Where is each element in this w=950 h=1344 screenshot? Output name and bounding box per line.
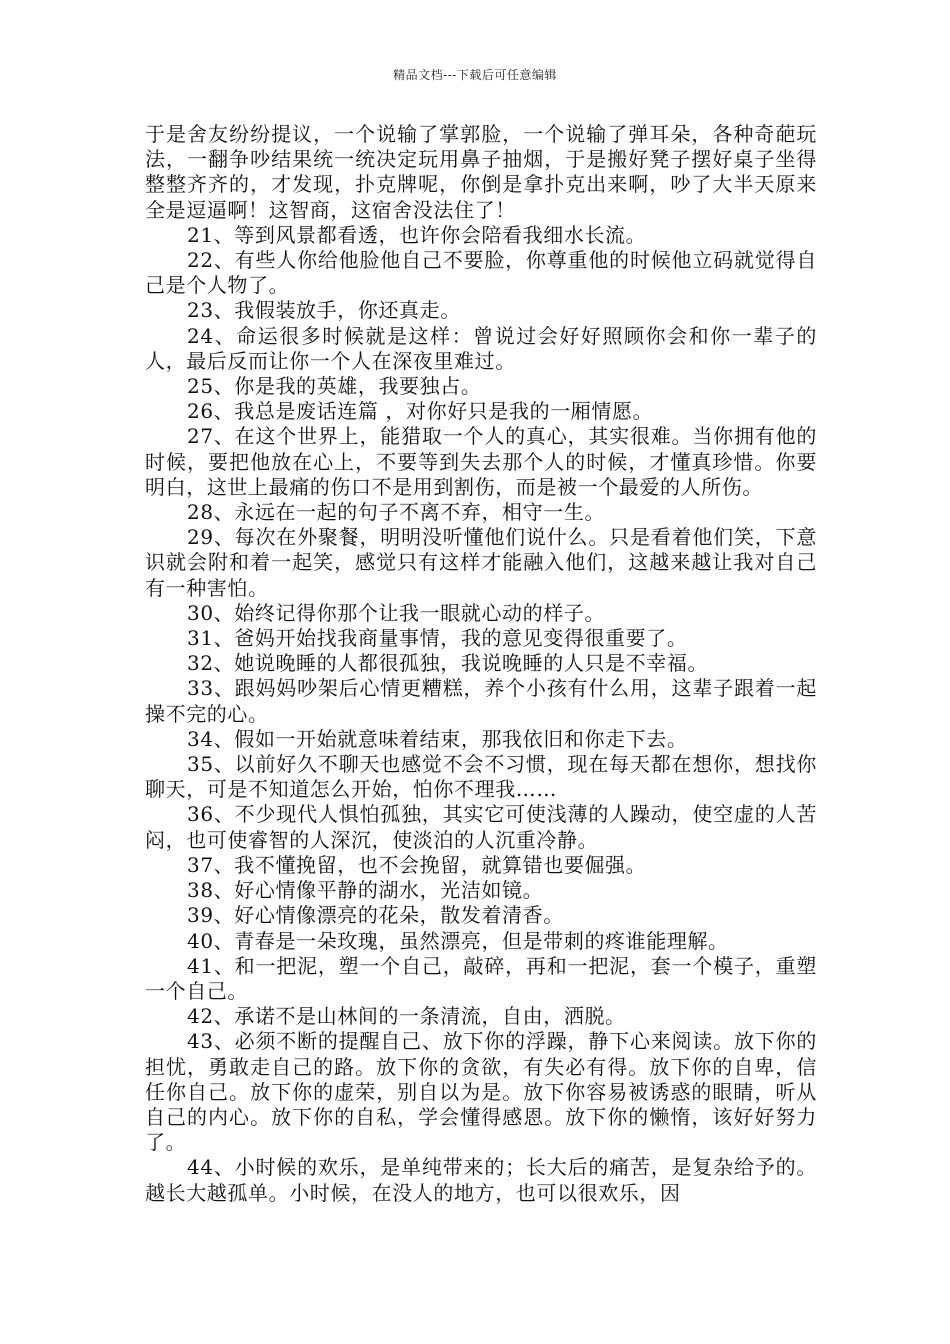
paragraph-36: 36、不少现代人惧怕孤独，其实它可使浅薄的人躁动，使空虚的人苦闷，也可使睿智的人深沉，使淡泊的人沉重冷静。 — [145, 802, 817, 852]
paragraph-44: 44、小时候的欢乐，是单纯带来的；长大后的痛苦，是复杂给予的。越长大越孤单。小时候，在没人的地方，也可以很欢乐，因 — [145, 1155, 817, 1205]
paragraph-43: 43、必须不断的提醒自己、放下你的浮躁，静下心来阅读。放下你的担忧，勇敢走自己的路。放下你的贪欲，有失必有得。放下你的自卑，信任你自己。放下你的虚荣，别自以为是。放下你容易被诱惑的眼睛，听从自己的内心。放下你的自私，学会懂得感恩。放下你的懒惰，该好好努力了。 — [145, 1029, 817, 1155]
document-body — [145, 122, 817, 1206]
page-header: 精品文档---下载后可任意编辑 — [393, 68, 557, 82]
paragraph-37: 37、我不懂挽留，也不会挽留，就算错也要倔强。 — [187, 852, 647, 877]
paragraph-30: 30、始终记得你那个让我一眼就心动的样子。 — [187, 600, 606, 625]
paragraph-34: 34、假如一开始就意味着结束，那我依旧和你走下去。 — [187, 726, 688, 751]
paragraph-22: 22、有些人你给他脸他自己不要脸，你尊重他的时候他立码就觉得自己是个人物了。 — [145, 248, 817, 298]
paragraph-33: 33、跟妈妈吵架后心情更糟糕，养个小孩有什么用，这辈子跟着一起操不完的心。 — [145, 676, 817, 726]
paragraph-40: 40、青春是一朵玫瑰，虽然漂亮，但是带刺的疼谁能理解。 — [187, 928, 729, 953]
paragraph-35: 35、以前好久不聊天也感觉不会不习惯，现在每天都在想你，想找你聊天，可是不知道怎么开始，怕你不理我…… — [145, 752, 817, 802]
paragraph-21: 21、等到风景都看透，也许你会陪看我细水长流。 — [187, 222, 647, 247]
paragraph-29: 29、每次在外聚餐，明明没听懂他们说什么。只是看着他们笑，下意识就会附和着一起笑，感觉只有这样才能融入他们，这越来越让我对自己有一种害怕。 — [145, 525, 817, 600]
paragraph-27: 27、在这个世界上，能猎取一个人的真心，其实很难。当你拥有他的时候，要把他放在心上，不要等到失去那个人的时候，才懂真珍惜。你要明白，这世上最痛的伤口不是用到割伤，而是被一个最爱的人所伤。 — [145, 424, 817, 499]
paragraph-25: 25、你是我的英雄，我要独占。 — [187, 374, 482, 399]
paragraph-continuation: 于是舍友纷纷提议，一个说输了掌郭脸，一个说输了弹耳朵，各种奇葩玩法，一翻争吵结果统一统决定玩用鼻子抽烟，于是搬好凳子摆好桌子坐得整整齐齐的，才发现，扑克牌呢，你倒是拿扑克出来啊，吵了大半天原来全是逗逼啊！这智商，这宿舍没法住了！ — [145, 122, 817, 222]
paragraph-42: 42、承诺不是山林间的一条清流，自由，洒脱。 — [187, 1004, 626, 1029]
paragraph-28: 28、永远在一起的句子不离不弃，相守一生。 — [187, 500, 606, 525]
paragraph-23: 23、我假装放手，你还真走。 — [187, 298, 461, 323]
paragraph-26: 26、我总是废话连篇 ，对你好只是我的一厢情愿。 — [187, 399, 654, 424]
paragraph-39: 39、好心情像漂亮的花朵，散发着清香。 — [187, 903, 564, 928]
paragraph-24: 24、命运很多时候就是这样：曾说过会好好照顾你会和你一辈子的人，最后反而让你一个人在深夜里难过。 — [145, 323, 817, 373]
paragraph-41: 41、和一把泥，塑一个自己，敲碎，再和一把泥，套一个模子，重塑一个自己。 — [145, 953, 817, 1003]
paragraph-32: 32、她说晚睡的人都很孤独，我说晚睡的人只是不幸福。 — [187, 651, 709, 676]
paragraph-31: 31、爸妈开始找我商量事情，我的意见变得很重要了。 — [187, 626, 688, 651]
paragraph-38: 38、好心情像平静的湖水，光洁如镜。 — [187, 878, 544, 903]
